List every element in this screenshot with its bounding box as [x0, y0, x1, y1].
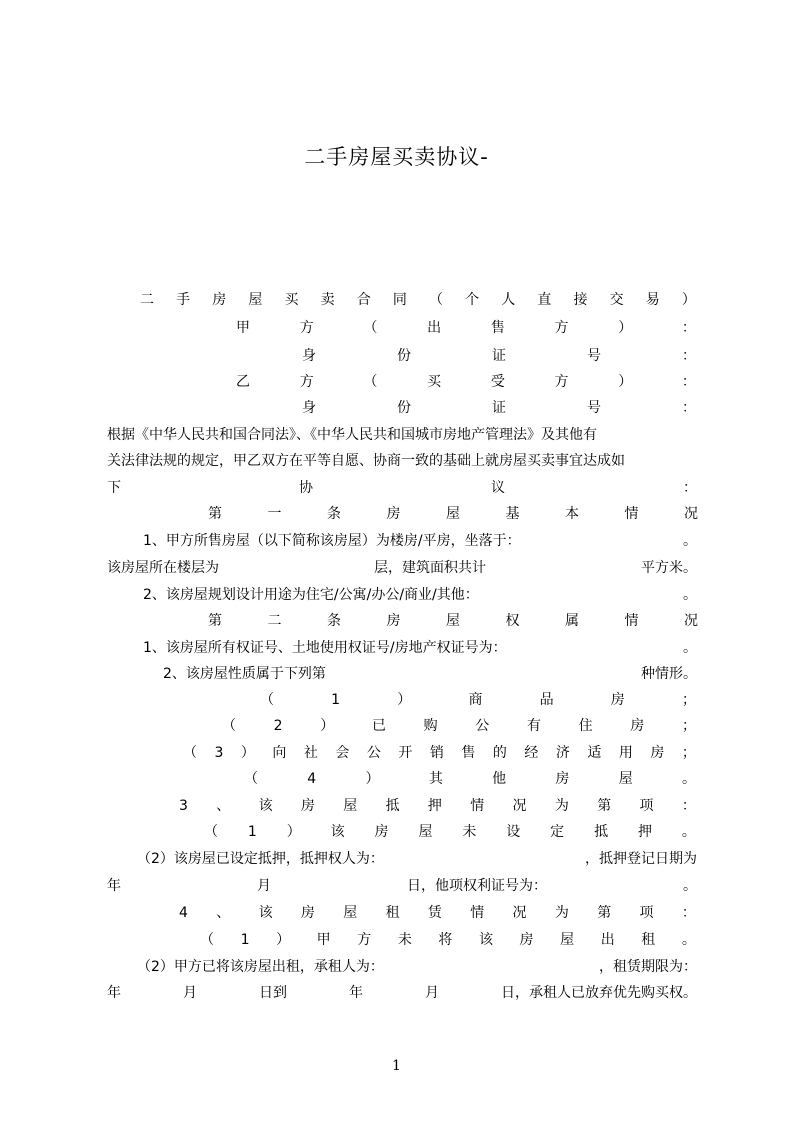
- line-segment: 2、该房屋性质属于下列第: [163, 666, 326, 682]
- line-segment: 项: [639, 905, 654, 921]
- line-segment: 方: [554, 374, 569, 390]
- line-segment: 公: [366, 745, 381, 761]
- line-segment: ，租赁期限为：: [599, 959, 697, 975]
- line-segment: 甲: [236, 320, 250, 336]
- document-line: [200, 927, 696, 953]
- line-segment: 售: [490, 320, 505, 336]
- line-segment: 日，承租人已放弃优先购买权。: [501, 985, 697, 1001]
- line-segment: ）: [618, 320, 633, 336]
- document-line: [163, 661, 697, 687]
- line-segment: 押: [427, 798, 442, 814]
- line-segment: （: [204, 824, 218, 840]
- line-segment: 4: [307, 771, 317, 787]
- line-segment: 身: [302, 348, 316, 364]
- line-segment: 属: [565, 613, 579, 629]
- line-segment: 月: [425, 985, 439, 1001]
- line-segment: 。: [683, 640, 697, 656]
- line-segment: ；: [681, 718, 696, 734]
- line-segment: 商: [468, 692, 483, 708]
- line-segment: 种情形。: [641, 666, 697, 682]
- document-line: [143, 635, 697, 661]
- line-segment: 况: [512, 798, 527, 814]
- document-line: [208, 608, 698, 634]
- line-segment: 该: [258, 798, 273, 814]
- line-segment: 年: [349, 985, 363, 1001]
- line-segment: 证: [492, 348, 506, 364]
- line-segment: 下: [107, 480, 121, 496]
- document-line: [302, 395, 696, 421]
- line-segment: ）: [681, 292, 696, 308]
- document-line: [137, 954, 697, 980]
- document-line: [260, 687, 696, 713]
- line-segment: 押: [637, 824, 652, 840]
- line-segment: 方: [554, 320, 569, 336]
- document-line: [244, 766, 696, 792]
- line-segment: 用: [618, 745, 633, 761]
- line-segment: 。: [683, 878, 697, 894]
- line-segment: 甲: [316, 932, 331, 948]
- line-segment: 。: [681, 824, 696, 840]
- document-line: [236, 369, 696, 395]
- line-segment: 售: [461, 745, 476, 761]
- line-segment: 同: [392, 292, 407, 308]
- line-segment: 定: [550, 824, 565, 840]
- line-segment: 屋: [560, 932, 575, 948]
- line-segment: 议: [491, 480, 505, 496]
- line-segment: 情: [624, 613, 639, 629]
- line-segment: 、: [216, 798, 231, 814]
- line-segment: 年: [107, 985, 121, 1001]
- document-line: [107, 555, 697, 581]
- page-number: 1: [392, 1058, 401, 1074]
- line-segment: 份: [397, 400, 411, 416]
- line-segment: 合: [356, 292, 371, 308]
- line-segment: 第: [208, 506, 222, 522]
- line-segment: ：: [682, 400, 696, 416]
- line-segment: 条: [327, 506, 341, 522]
- line-segment: （: [429, 292, 443, 308]
- line-segment: 第: [597, 798, 612, 814]
- line-segment: 权: [505, 613, 520, 629]
- document-line: [143, 582, 697, 608]
- document-line: [107, 475, 697, 501]
- line-segment: 该: [478, 932, 493, 948]
- line-segment: 。: [683, 533, 697, 549]
- line-segment: 房: [519, 932, 534, 948]
- line-segment: 二: [140, 292, 154, 308]
- line-segment: 第: [208, 613, 222, 629]
- line-segment: 基: [505, 506, 520, 522]
- line-segment: ）: [276, 932, 291, 948]
- document-line: [302, 343, 696, 369]
- document-line: [222, 713, 696, 739]
- line-segment: 屋: [343, 905, 358, 921]
- line-segment: 房: [555, 771, 570, 787]
- line-segment: 买: [284, 292, 299, 308]
- line-segment: 、: [216, 905, 231, 921]
- line-segment: 未: [397, 932, 412, 948]
- line-segment: 屋: [248, 292, 263, 308]
- line-segment: 情: [470, 798, 485, 814]
- document-line: [183, 740, 696, 766]
- line-segment: 层，建筑面积共计: [374, 560, 486, 576]
- line-segment: 房: [212, 292, 227, 308]
- line-segment: （: [244, 771, 258, 787]
- line-segment: 已: [371, 718, 386, 734]
- document-line: 关法律法规的规定，甲乙双方在平等自愿、协商一致的基础上就房屋买卖事宜达成如: [107, 453, 625, 469]
- line-segment: 项: [639, 798, 654, 814]
- line-segment: ：: [681, 320, 696, 336]
- line-segment: 1: [240, 932, 250, 948]
- line-segment: 。: [682, 771, 696, 787]
- line-segment: ；: [681, 692, 696, 708]
- line-segment: 向: [272, 745, 287, 761]
- line-segment: ，抵押登记日期为: [585, 851, 697, 867]
- line-segment: 况: [684, 506, 698, 522]
- line-segment: 屋: [418, 824, 433, 840]
- line-segment: 平方米。: [641, 560, 697, 576]
- line-segment: 个: [465, 292, 480, 308]
- line-segment: 身: [302, 400, 316, 416]
- line-segment: 4: [179, 905, 188, 921]
- document-line: 根据《中华人民共和国合同法》、《中华人民共和国城市房地产管理法》及其他有: [107, 427, 597, 443]
- line-segment: 接: [573, 292, 588, 308]
- line-segment: 直: [537, 292, 552, 308]
- line-segment: 租: [385, 905, 400, 921]
- line-segment: ）: [365, 771, 380, 787]
- line-segment: 房: [386, 506, 401, 522]
- line-segment: 号: [587, 348, 601, 364]
- line-segment: 公: [475, 718, 490, 734]
- document-line: [137, 846, 697, 872]
- line-segment: 情: [470, 905, 485, 921]
- line-segment: 会: [335, 745, 350, 761]
- document-title: 二手房屋买卖协议-: [304, 145, 489, 169]
- line-segment: 方: [299, 374, 314, 390]
- line-segment: 房: [300, 798, 315, 814]
- document-line: [143, 528, 697, 554]
- line-segment: 其: [428, 771, 443, 787]
- line-segment: ）: [286, 824, 301, 840]
- document-line: [107, 873, 697, 899]
- line-segment: （: [363, 320, 378, 336]
- line-segment: 手: [176, 292, 191, 308]
- line-segment: 份: [397, 348, 411, 364]
- line-segment: 日到: [259, 985, 287, 1001]
- line-segment: 未: [462, 824, 477, 840]
- line-segment: （: [363, 374, 378, 390]
- line-segment: 赁: [427, 905, 442, 921]
- document-line: [107, 980, 697, 1006]
- line-segment: 易: [645, 292, 660, 308]
- line-segment: 卖: [320, 292, 335, 308]
- line-segment: 乙: [236, 374, 250, 390]
- line-segment: 租: [641, 932, 656, 948]
- line-segment: （: [260, 692, 274, 708]
- line-segment: 本: [565, 506, 579, 522]
- line-segment: 的: [492, 745, 507, 761]
- line-segment: 经: [524, 745, 539, 761]
- line-segment: 条: [327, 613, 341, 629]
- line-segment: 方: [299, 320, 314, 336]
- document-line: [208, 501, 698, 527]
- document-line: [179, 900, 696, 926]
- line-segment: ：: [682, 348, 696, 364]
- line-segment: 协: [299, 480, 313, 496]
- line-segment: 住: [578, 718, 593, 734]
- line-segment: 1、该房屋所有权证号、土地使用权证号/房地产权证号为：: [143, 640, 507, 656]
- line-segment: 品: [539, 692, 554, 708]
- line-segment: ：: [681, 374, 696, 390]
- line-segment: 交: [609, 292, 624, 308]
- line-segment: 1、甲方所售房屋（以下简称该房屋）为楼房/平房，坐落于：: [143, 533, 521, 549]
- line-segment: （2）该房屋已设定抵押，抵押权人为：: [137, 851, 384, 867]
- line-segment: （: [222, 718, 236, 734]
- line-segment: 况: [684, 613, 698, 629]
- line-segment: ：: [681, 798, 696, 814]
- line-segment: 2: [273, 718, 283, 734]
- line-segment: ）: [320, 718, 335, 734]
- line-segment: 屋: [446, 613, 460, 629]
- line-segment: 。: [681, 932, 696, 948]
- line-segment: 设: [506, 824, 521, 840]
- line-segment: 3: [179, 798, 188, 814]
- document-line: [179, 793, 696, 819]
- line-segment: （2）甲方已将该房屋出租，承租人为：: [137, 959, 384, 975]
- line-segment: 房: [610, 692, 625, 708]
- line-segment: 一: [267, 506, 282, 522]
- line-segment: 为: [554, 905, 569, 921]
- document-line: [236, 315, 696, 341]
- line-segment: 抵: [385, 798, 400, 814]
- line-segment: 月: [257, 878, 271, 894]
- line-segment: 况: [512, 905, 527, 921]
- line-segment: 情: [624, 506, 639, 522]
- line-segment: 适: [587, 745, 602, 761]
- line-segment: 房: [300, 905, 315, 921]
- line-segment: 将: [438, 932, 453, 948]
- line-segment: 二: [267, 613, 282, 629]
- line-segment: 第: [597, 905, 612, 921]
- line-segment: 人: [501, 292, 516, 308]
- line-segment: 3: [214, 745, 224, 761]
- line-segment: 号: [587, 400, 601, 416]
- line-segment: 屋: [343, 798, 358, 814]
- line-segment: 屋: [446, 506, 460, 522]
- line-segment: 买: [427, 374, 442, 390]
- line-segment: 日，他项权利证号为：: [407, 878, 547, 894]
- line-segment: 该房屋所在楼层为: [107, 560, 219, 576]
- line-segment: ：: [683, 480, 697, 496]
- line-segment: 社: [303, 745, 318, 761]
- line-segment: 。: [683, 587, 697, 603]
- line-segment: 年: [107, 878, 121, 894]
- document-line: [140, 287, 696, 313]
- line-segment: 出: [600, 932, 615, 948]
- line-segment: 购: [423, 718, 438, 734]
- line-segment: ）: [618, 374, 633, 390]
- line-segment: 出: [427, 320, 442, 336]
- line-segment: 抵: [594, 824, 609, 840]
- line-segment: 有: [526, 718, 541, 734]
- line-segment: ；: [681, 745, 696, 761]
- line-segment: 房: [374, 824, 389, 840]
- line-segment: 证: [492, 400, 506, 416]
- line-segment: 为: [554, 798, 569, 814]
- line-segment: 开: [398, 745, 413, 761]
- line-segment: ）: [397, 692, 412, 708]
- line-segment: 1: [331, 692, 341, 708]
- line-segment: 该: [258, 905, 273, 921]
- line-segment: 销: [429, 745, 444, 761]
- document-line: [204, 819, 696, 845]
- line-segment: 该: [330, 824, 345, 840]
- line-segment: ：: [681, 905, 696, 921]
- line-segment: 济: [555, 745, 570, 761]
- line-segment: （: [183, 745, 197, 761]
- line-segment: 他: [492, 771, 507, 787]
- line-segment: 房: [386, 613, 401, 629]
- line-segment: 2、该房屋规划设计用途为住宅/公寓/办公/商业/其他：: [143, 587, 479, 603]
- line-segment: 方: [357, 932, 372, 948]
- line-segment: 房: [650, 745, 665, 761]
- line-segment: 1: [247, 824, 257, 840]
- line-segment: 屋: [618, 771, 633, 787]
- line-segment: ）: [240, 745, 255, 761]
- line-segment: （: [200, 932, 214, 948]
- line-segment: 月: [183, 985, 197, 1001]
- line-segment: 房: [630, 718, 645, 734]
- line-segment: 受: [490, 374, 505, 390]
